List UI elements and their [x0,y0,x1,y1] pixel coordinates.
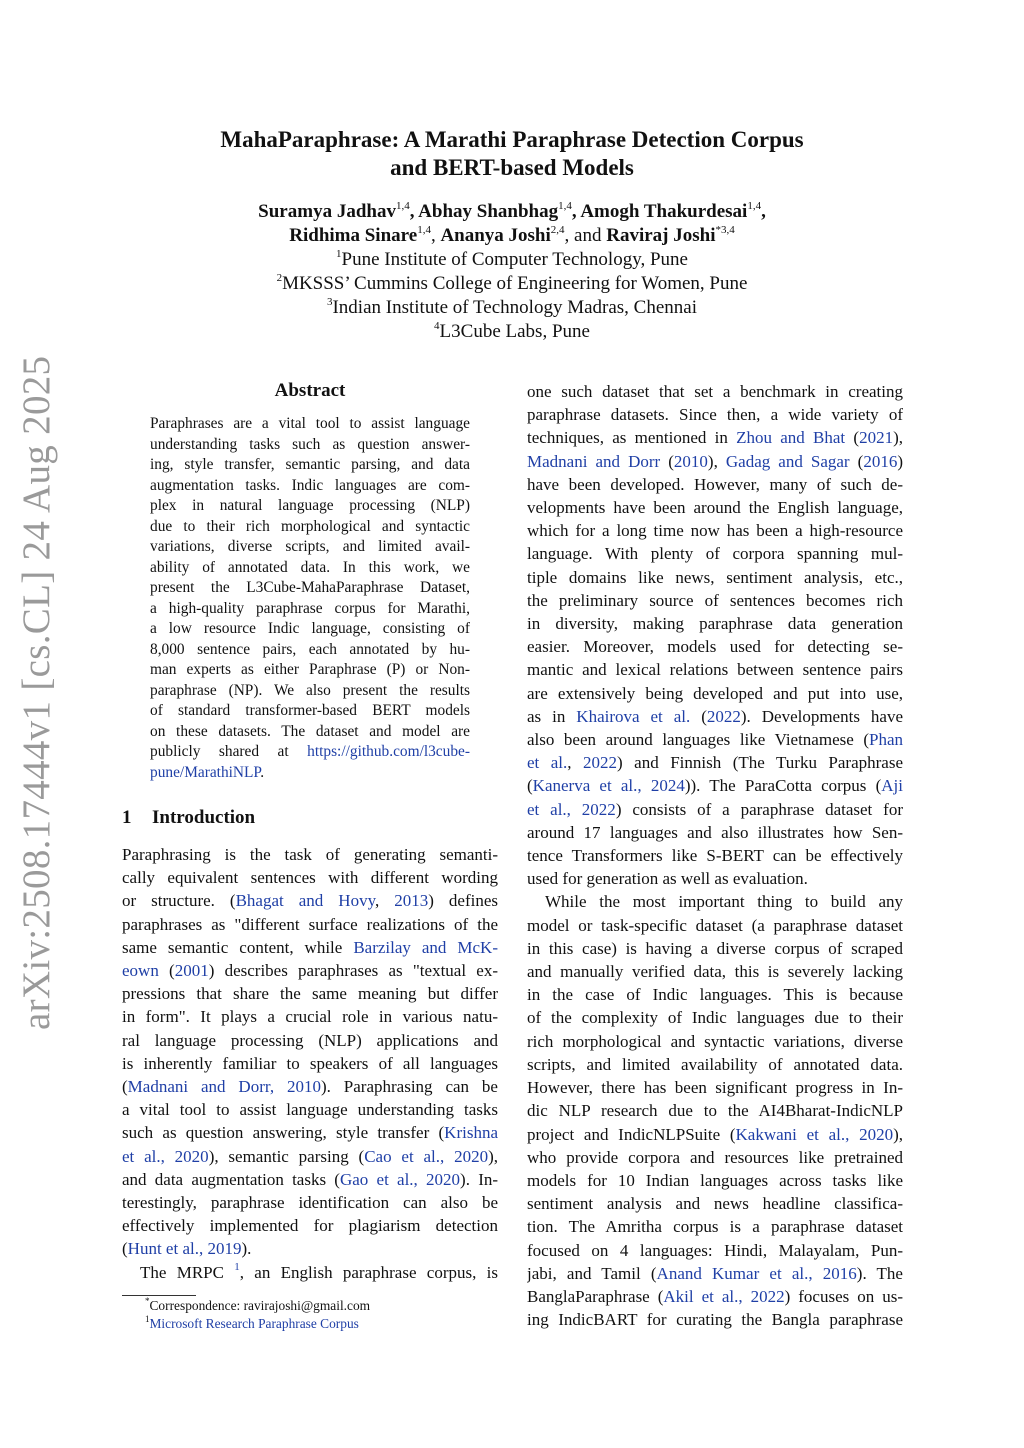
text-line: (Hunt et al., 2019). [122,1239,252,1259]
text-line: a vital tool to assist language understanding tasks [122,1100,498,1120]
text-line: terestingly, paraphrase identification can also be [122,1193,498,1213]
abstract-line: due to their rich morphological and syntactic [150,517,470,535]
citation-link[interactable]: Gao et al., 2020 [339,1169,461,1189]
footnote [145,1297,505,1315]
text-line: and data augmentation tasks (Gao et al., 2020). In- [122,1169,498,1189]
affil-sup: 1 [336,248,342,260]
text-line: scripts, and limited availability of annotated data. [527,1054,903,1074]
abstract-line: present the L3Cube-MahaParaphrase Dataset, [150,579,470,596]
text-line: is inherently familiar to speakers of all languages [122,1053,498,1073]
text-line: (Madnani and Dorr, 2010). Paraphrasing can be [122,1077,498,1097]
abstract-line: 8,000 sentence pairs, each annotated by hu- [150,640,470,658]
abstract-text: . [260,763,265,781]
text-line: have been developed. However, many of such de- [527,474,903,494]
author-affil-sup: 1,4 [395,200,410,212]
citation-link[interactable]: Zhou and Bhat [736,428,846,448]
text-line: who provide corpora and resources like pretrained [527,1147,903,1167]
text-line: in diversity, making paraphrase data generation [527,614,903,634]
footnote-link[interactable]: Microsoft Research Paraphrase Corpus [149,1316,359,1331]
citation-link[interactable]: Gadag and Sagar [725,451,850,471]
text-line: tiple domains like news, sentiment analysis, etc., [527,567,903,587]
text-line: one such dataset that set a benchmark in creating [527,382,903,401]
intro-left-column [122,843,498,1284]
text-line: used for generation as well as evaluation. [527,869,808,889]
citation-link[interactable]: Kakwani et al., 2020 [735,1124,894,1144]
citation-link[interactable]: 2022 [583,753,618,773]
citation-link[interactable]: Cao et al., 2020 [364,1146,489,1166]
abstract-line: ability of annotated data. In this work, we [150,558,470,576]
text-line: such as question answering, style transfer (Krishna [122,1123,498,1143]
text-line: mantic and lexical relations between sentence pairs [527,660,903,680]
citation-link[interactable]: 2022 [706,706,741,726]
citation-link[interactable]: 2021 [859,428,894,448]
citation-link[interactable]: 2010 [673,451,708,471]
author-name: Amogh Thakurdesai [580,201,748,222]
author-affil-sup: *3,4 [715,224,735,236]
text-line: The MRPC $^1$, an English paraphrase corpus, is [140,1260,498,1282]
author-name: Suramya Jadhav [258,201,396,222]
author-name: Raviraj Joshi [606,225,716,246]
citation-link[interactable]: Hunt et al., 2019 [127,1239,242,1259]
text-line: model or task-specific dataset (a paraphrase dataset [527,915,903,935]
abstract-line: variations, diverse scripts, and limited avail- [150,538,470,555]
abstract-line: of standard transformer-based BERT models [150,702,470,719]
affiliation [0,272,1024,296]
text-line: pressions that share the same meaning but differ [122,984,498,1004]
section-number: 1 [122,807,132,828]
github-link[interactable]: https://github.com/l3cube- [307,743,470,760]
author-affil-sup: 1,4 [558,200,572,212]
abstract-line: ing, style transfer, semantic parsing, and data [150,456,470,473]
citation-link[interactable]: Kanerva et al., 2024 [532,776,685,796]
section-title: Introduction [152,807,256,828]
text-line: (Kanerva et al., 2024)). The ParaCotta corpus (Aji [527,776,903,796]
author-affil-sup: 1,4 [747,200,762,212]
abstract-text: publicly shared at [150,743,308,760]
citation-link[interactable]: Krishna [444,1123,498,1143]
text-line: in this case) is having a diverse corpus of scraped [527,938,903,958]
text-line: language. With plenty of corpora spanning mul- [527,544,903,564]
citation-link[interactable]: Anand Kumar et al., 2016 [656,1263,857,1283]
footnote-divider [122,1295,196,1296]
text-line: which for a long time now has been a high-resource [527,521,903,541]
text-line: rich morphological and syntactic variations, diverse [527,1031,903,1051]
text-line: et al., 2022) consists of a paraphrase dataset for [527,799,903,819]
arxiv-identifier: arXiv:2508.17444v1 [cs.CL] 24 Aug 2025 [15,355,58,1030]
text-line: eown (2001) describes paraphrases as "textual ex- [122,961,498,981]
abstract-line: Paraphrases are a vital tool to assist language [150,415,470,432]
abstract-line [150,763,470,784]
text-line: tence Transformers like S-BERT can be effectively [527,846,903,866]
citation-link[interactable]: 2016 [863,451,898,471]
abstract-line: a low resource Indic language, consisting of [150,620,470,637]
citation-link[interactable]: Khairova et al. [576,706,691,726]
text-line: cally equivalent sentences with different wording [122,868,498,888]
text-line: effectively implemented for plagiarism detection [122,1216,498,1236]
intro-right-column [527,380,903,1331]
text-line: focused on 4 languages: Hindi, Malayalam, Pun- [527,1240,903,1260]
github-link-cont[interactable]: pune/MarathiNLP [150,763,261,781]
abstract-line: on these datasets. The dataset and model are [150,722,470,740]
text-line: around 17 languages and also illustrates how Sen- [527,822,903,842]
citation-link[interactable]: Barzilay and McK- [353,937,498,957]
title-line-1: MahaParaphrase: A Marathi Paraphrase Detection Corpus [220,127,804,152]
author-list [0,200,1024,248]
author-affil-sup: 1,4 [417,224,431,236]
text-line: in the case of Indic languages. This is because [527,985,903,1005]
citation-link[interactable]: eown [122,961,159,981]
citation-link[interactable]: Madnani and Dorr, 2010 [127,1077,321,1097]
text-line: jabi, and Tamil (Anand Kumar et al., 2016). The [527,1263,903,1283]
paper-title [0,126,1024,182]
affiliation [0,248,1024,272]
text-line: are extensively being developed and put into use, [527,683,903,703]
footnote [145,1315,505,1333]
citation-link[interactable]: et al. [527,753,568,773]
text-line: While the most important thing to build any [545,892,903,912]
text-line: ing IndicBART for curating the Bangla paraphrase [527,1310,903,1330]
citation-link[interactable]: et al., 2020 [122,1146,209,1166]
text-line: of the complexity of Indic languages due to their [527,1008,903,1028]
text-line: paraphrases as "different surface realizations of the [122,914,498,934]
citation-link[interactable]: Madnani and Dorr [527,451,661,471]
author-and: , and [564,225,607,246]
footnote-text: Correspondence: ravirajoshi@gmail.com [149,1298,371,1313]
abstract-line: a high-quality paraphrase corpus for Marathi, [150,599,470,617]
abstract-line: paraphrase (NP). We also present the results [150,681,470,699]
text-line: same semantic content, while Barzilay and McK- [122,937,498,957]
affil-sup: 3 [326,296,333,308]
author-name: Ridhima Sinare [289,225,418,246]
affil-text: Indian Institute of Technology Madras, Chennai [332,297,698,318]
footnote-marker[interactable]: 1 [234,1260,240,1273]
footnote-sup: * [145,1296,150,1306]
text-line: sentiment analysis and news headline classifica- [527,1194,903,1214]
citation-link[interactable]: 2001 [174,961,209,981]
affil-text: Pune Institute of Computer Technology, Pune [341,249,688,270]
affiliation [0,320,1024,344]
text-line: However, there has been significant progress in In- [527,1078,903,1098]
citation-link[interactable]: et al., 2022 [527,799,616,819]
citation-link[interactable]: Akil et al., 2022 [663,1286,785,1306]
citation-link[interactable]: Bhagat and Hovy [235,891,375,911]
text-line: et al., 2022) and Finnish (The Turku Paraphrase [527,753,903,773]
text-line: models for 10 Indian languages across tasks like [527,1170,903,1190]
text-line: ral language processing (NLP) applications and [122,1030,498,1050]
abstract-line: plex in natural language processing (NLP) [150,497,470,514]
affil-sup: 2 [276,272,283,284]
text-line: project and IndicNLPSuite (Kakwani et al., 2020), [527,1124,903,1144]
abstract-line: augmentation tasks. Indic languages are com- [150,476,470,494]
text-line: or structure. (Bhagat and Hovy, 2013) defines [122,891,498,911]
abstract-line: understanding tasks such as question answer- [150,435,470,453]
text-line: paraphrase datasets. Since then, a wide variety of [527,405,903,425]
author-affil-sup: 2,4 [550,224,565,236]
citation-link[interactable]: 2013 [394,891,429,911]
citation-link[interactable]: Aji [881,776,903,796]
text-line: and manually verified data, this is severely lacking [527,962,903,982]
author-name: Abhay Shanbhag [418,201,559,222]
author-name: Ananya Joshi [440,225,551,246]
text-line: easier. Moreover, models used for detecting se- [527,637,903,657]
text-line: tion. The Amritha corpus is a paraphrase dataset [527,1217,903,1237]
abstract-line: man experts as either Paraphrase (P) or Non- [150,661,470,678]
text-line: as in Khairova et al. (2022). Developments have [527,706,903,726]
author-row-1: Suramya Jadhav$^{1,4}$, Abhay Shanbhag$^{1,4}$, Amogh Thakurdesai$^{1,4}$, [258,200,766,222]
text-line: the preliminary source of sentences becomes rich [527,590,903,610]
affil-text: MKSSS’ Cummins College of Engineering for Women, Pune [282,273,748,294]
affiliation [0,296,1024,320]
footnotes [145,1297,505,1333]
author-row-2: Ridhima Sinare$^{1,4}$, Ananya Joshi$^{2,4}$, and Raviraj Joshi$^{*3,4}$ [289,224,735,246]
text-line: Madnani and Dorr (2010), Gadag and Sagar (2016) [527,451,903,471]
abstract-body [150,414,470,783]
citation-link[interactable]: Phan [869,730,903,750]
text-line: Paraphrasing is the task of generating semanti- [122,845,498,864]
text-line: in form". It plays a crucial role in various natu- [122,1007,498,1027]
text-line: dic NLP research due to the AI4Bharat-IndicNLP [527,1101,903,1121]
text-line: et al., 2020), semantic parsing (Cao et al., 2020), [122,1146,498,1166]
affil-text: L3Cube Labs, Pune [439,321,590,342]
text-line: also been around languages like Vietnamese (Phan [527,730,903,750]
title-line-2: and BERT-based Models [390,155,634,180]
text-line: BanglaParaphrase (Akil et al., 2022) focuses on us- [527,1286,903,1306]
abstract-line [150,742,470,763]
affil-sup: 4 [434,320,440,332]
section-heading [122,806,255,830]
abstract-heading: Abstract [274,380,346,401]
affiliation-list [0,248,1024,344]
text-line: techniques, as mentioned in Zhou and Bhat (2021), [527,428,903,448]
text-line: velopments have been around the English language, [527,498,903,518]
footnote-sup: 1 [145,1314,150,1324]
